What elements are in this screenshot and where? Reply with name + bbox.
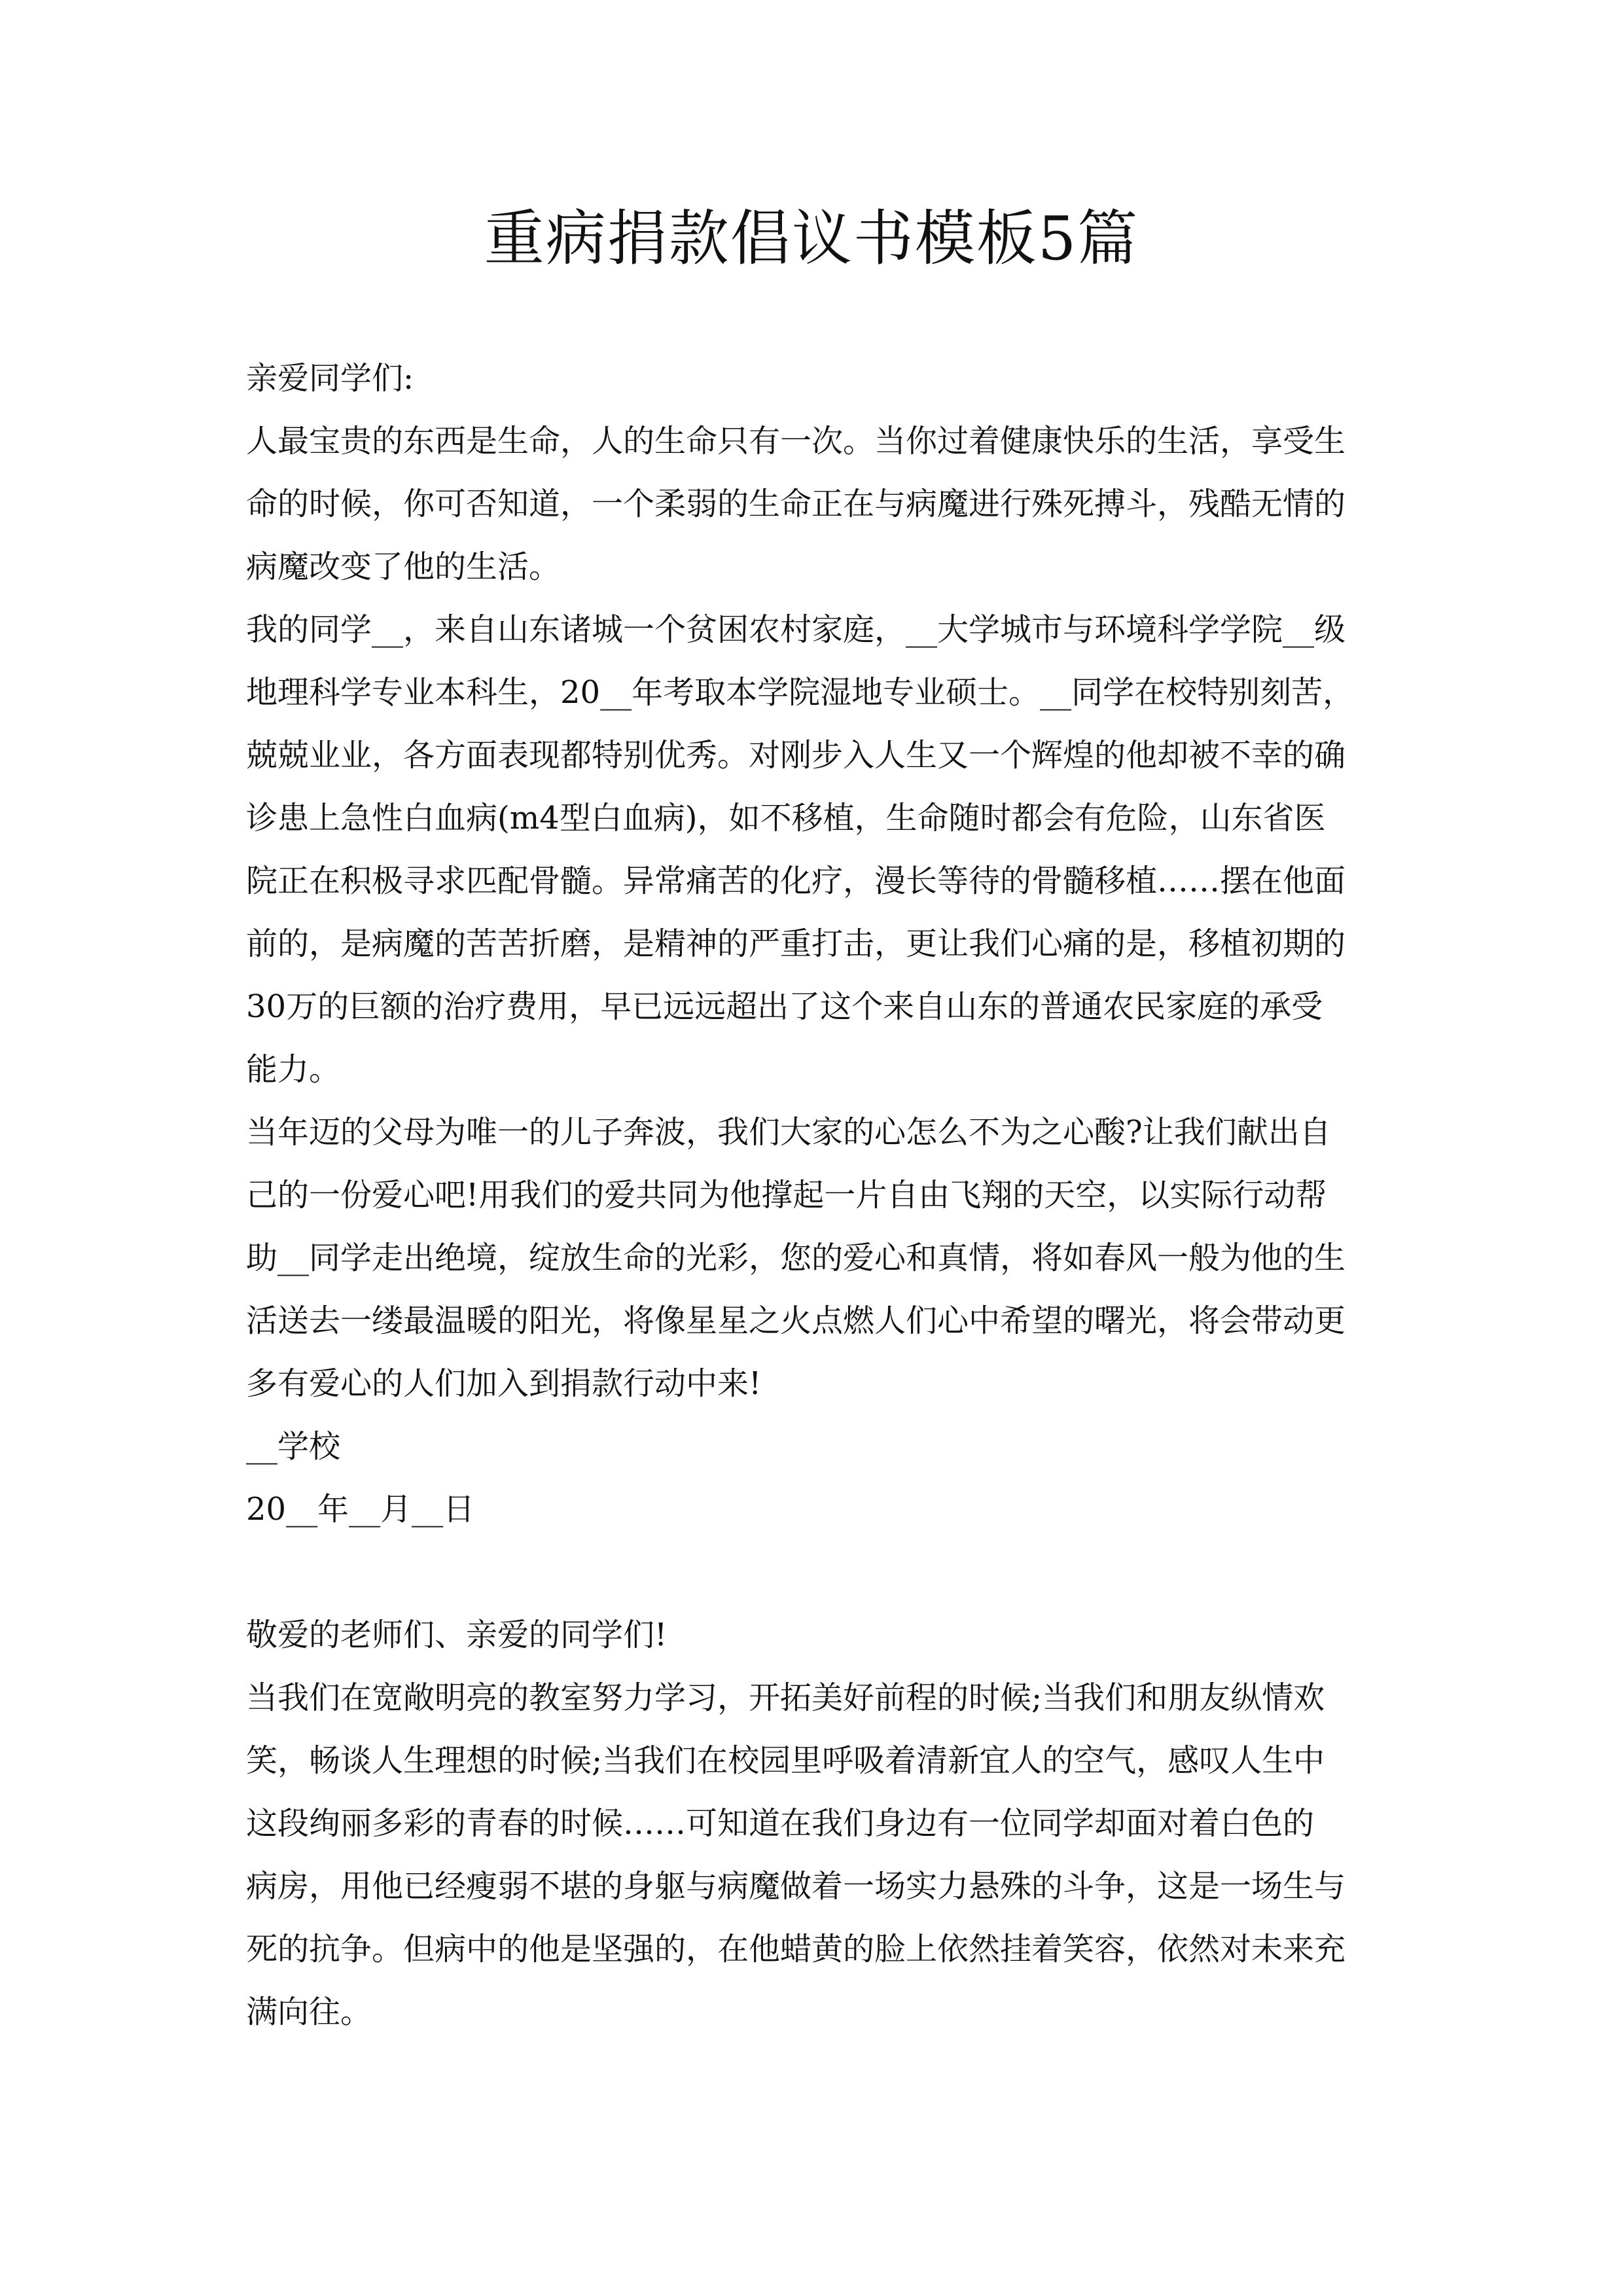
body-line: 死的抗争。但病中的他是坚强的，在他蜡黄的脸上依然挂着笑容，依然对未来充 xyxy=(246,1931,1346,1967)
body-line: 30万的巨额的治疗费用，早已远远超出了这个来自山东的普通农民家庭的承受 xyxy=(246,988,1323,1025)
body-line: 满向往。 xyxy=(246,1994,372,2030)
signature-line: __学校 xyxy=(246,1428,341,1465)
body-line: 多有爱心的人们加入到捐款行动中来! xyxy=(246,1365,762,1402)
body-line: 当我们在宽敞明亮的教室努力学习，开拓美好前程的时候;当我们和朋友纵情欢 xyxy=(246,1679,1325,1716)
date-line: 20__年__月__日 xyxy=(246,1491,475,1528)
body-line: 病房，用他已经瘦弱不堪的身躯与病魔做着一场实力悬殊的斗争，这是一场生与 xyxy=(246,1868,1346,1905)
body-line: 兢兢业业，各方面表现都特别优秀。对刚步入人生又一个辉煌的他却被不幸的确 xyxy=(246,737,1346,774)
body-line: 这段绚丽多彩的青春的时候……可知道在我们身边有一位同学却面对着白色的 xyxy=(246,1805,1315,1842)
body-line: 病魔改变了他的生活。 xyxy=(246,548,561,585)
body-line: 我的同学__，来自山东诸城一个贫困农村家庭，__大学城市与环境科学学院__级 xyxy=(246,611,1346,648)
body-line: 能力。 xyxy=(246,1051,341,1088)
body-line: 助__同学走出绝境，绽放生命的光彩，您的爱心和真情，将如春风一般为他的生 xyxy=(246,1240,1346,1276)
body-line: 笑，畅谈人生理想的时候;当我们在校园里呼吸着清新宜人的空气，感叹人生中 xyxy=(246,1742,1325,1779)
section-spacer xyxy=(246,1541,1382,1604)
body-line: 命的时候，你可否知道，一个柔弱的生命正在与病魔进行殊死搏斗，残酷无情的 xyxy=(246,486,1346,522)
body-line: 当年迈的父母为唯一的儿子奔波，我们大家的心怎么不为之心酸?让我们献出自 xyxy=(246,1114,1331,1151)
body-line: 人最宝贵的东西是生命，人的生命只有一次。当你过着健康快乐的生活，享受生 xyxy=(246,423,1346,459)
document-body xyxy=(246,347,1382,2043)
body-line: 地理科学专业本科生，20__年考取本学院湿地专业硕士。__同学在校特别刻苦， xyxy=(246,674,1355,711)
document-title: 重病捐款倡议书模板5篇 xyxy=(484,204,1139,274)
body-line: 诊患上急性白血病(m4型白血病)，如不移植，生命随时都会有危险，山东省医 xyxy=(246,800,1326,836)
body-line: 活送去一缕最温暖的阳光，将像星星之火点燃人们心中希望的曙光，将会带动更 xyxy=(246,1302,1346,1339)
greeting-line: 亲爱同学们: xyxy=(246,360,414,397)
body-line: 前的，是病魔的苦苦折磨，是精神的严重打击，更让我们心痛的是，移植初期的 xyxy=(246,925,1346,962)
greeting-line: 敬爱的老师们、亲爱的同学们! xyxy=(246,1617,668,1653)
body-line: 院正在积极寻求匹配骨髓。异常痛苦的化疗，漫长等待的骨髓移植……摆在他面 xyxy=(246,863,1346,899)
body-line: 己的一份爱心吧!用我们的爱共同为他撑起一片自由飞翔的天空，以实际行动帮 xyxy=(246,1177,1327,1213)
